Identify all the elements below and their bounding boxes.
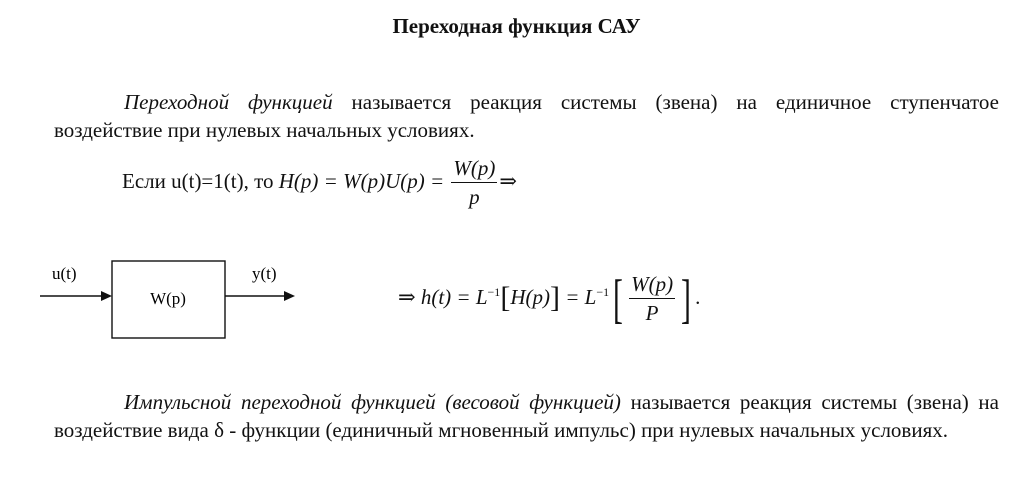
output-label: y(t) [252,264,277,283]
formula-inverse-laplace [398,271,700,327]
definition-transition-function [54,89,999,144]
term-transition-function: Переходной функцией [124,90,333,114]
formula1-prefix: Если u(t)=1(t), то [122,168,279,193]
formula2-arrow: ⇒ [398,284,416,309]
output-arrow-head [284,291,295,301]
formula2-numerator: W(p) [629,271,675,299]
block-label: W(p) [150,289,186,308]
definition-impulse-function [54,389,999,444]
right-square-bracket-2: ] [681,269,692,329]
input-arrow-head [101,291,112,301]
formula-step-response [122,155,517,211]
right-square-bracket-1: ] [549,280,560,314]
formula2-denominator: P [645,301,659,325]
input-label: u(t) [52,264,77,283]
definition-text-1: называется реакция системы (звена) на единичное ступенчатое воздействие при нулевых начальных условиях. [54,90,999,142]
formula2-fraction [629,271,675,327]
formula2-sup1: −1 [487,284,501,299]
formula2-inner: H(p) [510,284,550,309]
term-impulse-function: Импульсной переходной функцией (весовой функцией) [124,390,621,414]
left-square-bracket-1: [ [500,280,511,314]
formula2-equals: = L [559,284,597,309]
left-square-bracket-2: [ [613,269,624,329]
formula2-period: . [695,284,701,309]
formula2-sup2: −1 [596,284,610,299]
formula1-denominator: p [469,185,480,209]
formula1-lhs: H(p) = W(p)U(p) = [278,168,450,193]
block-diagram [38,260,308,342]
formula1-arrow: ⇒ [499,168,517,193]
formula1-fraction [451,155,497,211]
formula1-numerator: W(p) [451,155,497,183]
definition-text-2: называется реакция системы (звена) на воздействие вида δ - функции (единичный мгновенный импульс) при нулевых начальных условиях. [54,390,999,442]
formula2-lhs: h(t) = L [420,284,488,309]
page-title: Переходная функция САУ [392,14,641,38]
